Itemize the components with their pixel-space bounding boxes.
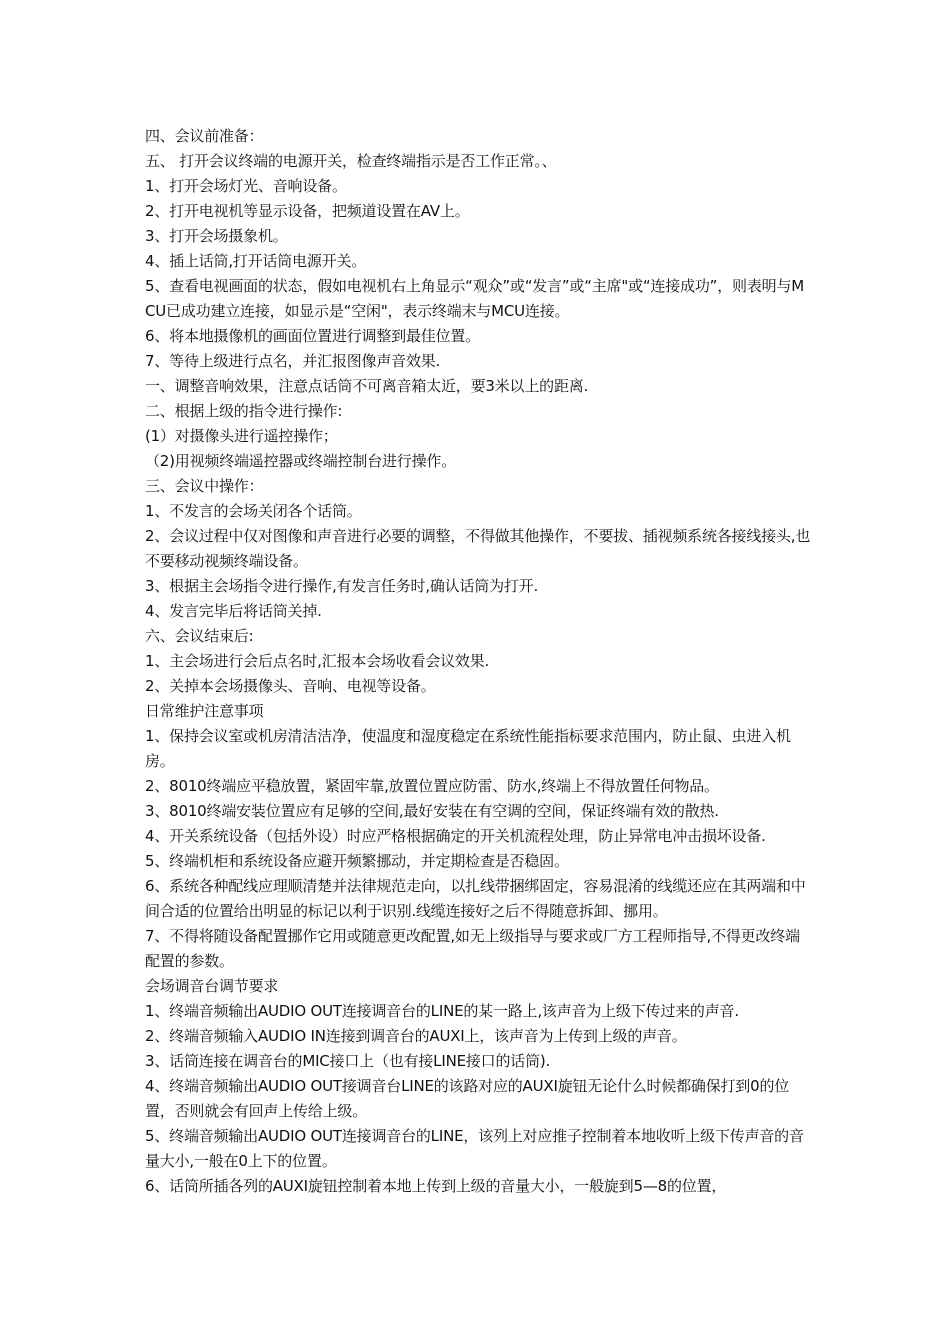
list-item: 4、发言完毕后将话筒关掉.: [145, 602, 322, 620]
section-heading-maintenance: 日常维护注意事项: [145, 702, 264, 720]
list-item: 3、8010终端安装位置应有足够的空间,最好安装在有空调的空间，保证终端有效的散热.: [145, 802, 719, 820]
list-item: 1、不发言的会场关闭各个话筒。: [145, 502, 362, 520]
list-item: 2、打开电视机等显示设备，把频道设置在AV上。: [145, 202, 470, 220]
list-item: 3、打开会场摄象机。: [145, 227, 288, 245]
list-item: 1、终端音频输出AUDIO OUT连接调音台的LINE的某一路上,该声音为上级下传过来的声音.: [145, 1002, 739, 1020]
list-item: 1、打开会场灯光、音响设备。: [145, 177, 347, 195]
list-item: 4、插上话筒,打开话筒电源开关。: [145, 252, 367, 270]
section-heading-mixer: 会场调音台调节要求: [145, 977, 279, 995]
section-heading-preparation: 四、会议前准备：: [145, 127, 264, 145]
list-item: 6、系统各种配线应理顺清楚并法律规范走向，以扎线带捆绑固定，容易混淆的线缆还应在其两端和中间合适的位置给出明显的标记以利于识别.线缆连接好之后不得随意拆卸、挪用。: [145, 877, 806, 920]
list-item: （2)用视频终端遥控器或终端控制台进行操作。: [145, 452, 456, 470]
list-item: 7、不得将随设备配置挪作它用或随意更改配置,如无上级指导与要求或厂方工程师指导,不得更改终端配置的参数。: [145, 927, 800, 970]
section-heading-after-meeting: 六、会议结束后:: [145, 627, 254, 645]
list-item: 2、关掉本会场摄像头、音响、电视等设备。: [145, 677, 436, 695]
list-item: 6、将本地摄像机的画面位置进行调整到最佳位置。: [145, 327, 480, 345]
paragraph: 一、调整音响效果，注意点话筒不可离音箱太近，要3米以上的距离.: [145, 377, 589, 395]
list-item: (1）对摄像头进行遥控操作；: [145, 427, 338, 445]
list-item: 1、主会场进行会后点名时,汇报本会场收看会议效果.: [145, 652, 490, 670]
paragraph: 五、 打开会议终端的电源开关，检查终端指示是否工作正常。、: [145, 152, 557, 170]
list-item: 3、根据主会场指令进行操作,有发言任务时,确认话筒为打开.: [145, 577, 539, 595]
list-item: 7、等待上级进行点名，并汇报图像声音效果.: [145, 352, 441, 370]
document-body: [145, 124, 813, 1199]
list-item: 2、会议过程中仅对图像和声音进行必要的调整，不得做其他操作，不要拔、插视频系统各接线接头,也不要移动视频终端设备。: [145, 527, 811, 570]
list-item: 4、终端音频输出AUDIO OUT接调音台LINE的该路对应的AUXI旋钮无论什么时候都确保打到0的位置，否则就会有回声上传给上级。: [145, 1077, 790, 1120]
list-item: 5、终端音频输出AUDIO OUT连接调音台的LINE，该列上对应推子控制着本地收听上级下传声音的音量大小,一般在0上下的位置。: [145, 1127, 804, 1170]
list-item: 5、查看电视画面的状态，假如电视机右上角显示“观众”或“发言”或“主席"或“连接成功”，则表明与MCU已成功建立连接，如显示是“空闲"，表示终端末与MCU连接。: [145, 277, 804, 320]
list-item: 5、终端机柜和系统设备应避开频繁挪动，并定期检查是否稳固。: [145, 852, 569, 870]
list-item: 1、保持会议室或机房清洁洁净，使温度和湿度稳定在系统性能指标要求范围内，防止鼠、虫进入机房。: [145, 727, 791, 770]
list-item: 6、话筒所插各列的AUXI旋钮控制着本地上传到上级的音量大小，一般旋到5—8的位置，: [145, 1177, 727, 1195]
list-item: 4、开关系统设备（包括外设）时应严格根据确定的开关机流程处理，防止异常电冲击损坏设备.: [145, 827, 766, 845]
list-item: 2、8010终端应平稳放置，紧固牢靠,放置位置应防雷、防水,终端上不得放置任何物品。: [145, 777, 719, 795]
section-heading-in-meeting: 三、会议中操作：: [145, 477, 264, 495]
list-item: 2、终端音频输入AUDIO IN连接到调音台的AUXI上，该声音为上传到上级的声音。: [145, 1027, 687, 1045]
list-item: 3、话筒连接在调音台的MIC接口上（也有接LINE接口的话筒).: [145, 1052, 551, 1070]
section-heading: 二、根据上级的指令进行操作:: [145, 402, 343, 420]
